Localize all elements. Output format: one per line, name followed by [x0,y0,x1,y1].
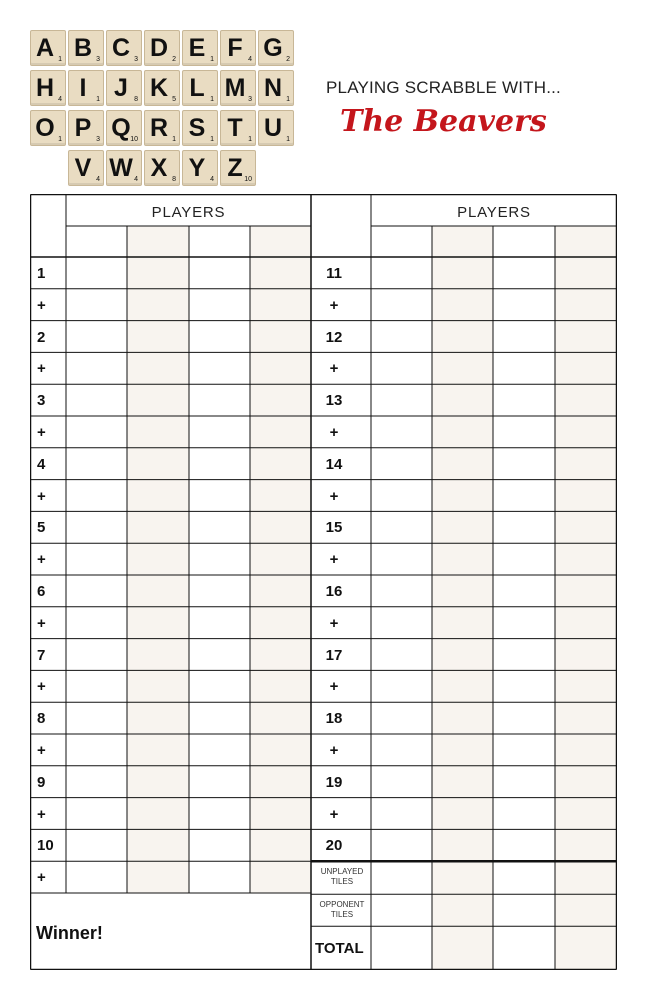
tile-points: 3 [96,56,100,63]
tile-o [30,110,66,146]
tile-p [68,110,104,146]
round-label-left: 9 [37,773,46,791]
tile-points: 2 [172,56,176,63]
round-label-left: + [37,296,46,314]
tile-s [182,110,218,146]
tile-f [220,30,256,66]
tile-letter: S [188,114,206,142]
tile-z [220,150,256,186]
tile-points: 3 [134,56,138,63]
tile-k [144,70,180,106]
total-label: TOTAL [315,940,364,957]
round-label-left: 1 [37,265,46,282]
tile-letter: F [227,34,243,62]
tile-letter: W [109,154,133,182]
tile-w [106,150,142,186]
tile-points: 1 [248,136,252,143]
tile-points: 8 [134,96,138,103]
round-label-right: + [329,551,339,569]
round-label-right: + [329,614,339,632]
round-label-left: 4 [37,455,46,473]
tile-j [106,70,142,106]
page-heading: PLAYING SCRABBLE WITH... [326,78,561,97]
tile-points: 1 [172,136,176,143]
tile-n [258,70,294,106]
tile-letter: I [79,74,87,102]
tile-letter: N [263,74,283,102]
tile-points: 1 [210,136,214,143]
tile-points: 1 [210,96,214,103]
round-label-left: + [37,551,46,569]
round-label-right: + [329,742,339,759]
tile-y [182,150,218,186]
tile-points: 8 [172,176,176,183]
round-label-right: + [329,424,339,441]
round-label-right: 13 [325,392,343,410]
tile-points: 4 [134,176,138,183]
round-label-left: 10 [37,837,54,855]
round-label-left: + [37,805,46,823]
tile-letter: M [224,74,246,102]
tile-h [30,70,66,106]
round-label-left: + [37,360,46,378]
tile-letter: Q [111,114,131,142]
tile-points: 2 [286,56,290,63]
tile-d [144,30,180,66]
tile-points: 3 [96,136,100,143]
round-label-left: 3 [37,392,46,410]
tile-letter: K [149,74,169,102]
tile-letter: E [188,34,206,62]
players-header-right: PLAYERS [457,204,531,221]
tile-points: 5 [172,96,176,103]
tile-letter: Y [188,154,206,182]
round-label-left: + [37,678,46,696]
tile-letter: C [111,34,131,62]
round-label-right: + [329,678,339,696]
tile-v [68,150,104,186]
tile-letter: L [189,74,205,102]
tile-letter: P [74,114,92,142]
round-label-left: 2 [37,328,46,346]
score-grid-lines [30,194,617,970]
tile-points: 4 [248,56,252,63]
tile-q [106,110,142,146]
round-label-right: 11 [326,265,342,282]
tile-letter: A [35,34,55,62]
round-label-left: 8 [37,710,46,728]
tile-i [68,70,104,106]
tile-points: 3 [248,96,252,103]
round-label-left: + [37,424,46,441]
round-label-left: 5 [37,519,46,537]
players-header-left: PLAYERS [151,204,226,221]
round-label-left: 7 [37,646,46,664]
tile-letter: V [74,154,92,182]
tile-a [30,30,66,66]
round-label-right: 15 [325,519,343,537]
round-label-right: + [329,487,339,505]
tile-t [220,110,256,146]
round-label-left: + [37,487,46,505]
tile-e [182,30,218,66]
score-sheet [30,194,617,970]
tile-l [182,70,218,106]
tile-letter: J [114,74,128,102]
tile-letter: Z [227,154,243,182]
tile-points: 4 [58,96,62,103]
round-label-left: 6 [37,583,46,600]
round-label-right: + [329,296,339,314]
tile-letter: B [73,34,93,62]
tile-letter: R [149,114,169,142]
round-label-right: + [329,805,339,823]
tile-letter: X [150,154,168,182]
tile-points: 1 [58,136,62,143]
unplayed-tiles-label: UNPLAYED TILES [320,867,364,886]
round-label-right: 17 [325,646,343,664]
winner-label: Winner! [36,923,103,943]
round-label-left: + [37,742,46,759]
tile-points: 10 [130,136,138,143]
tile-r [144,110,180,146]
round-label-right: + [329,360,339,378]
round-label-left: + [37,614,46,632]
tile-points: 1 [210,56,214,63]
tile-m [220,70,256,106]
round-label-left: + [37,869,46,887]
tile-letter: O [35,114,55,142]
opponent-tiles-label: OPPONENT TILES [319,900,365,919]
round-label-right: 18 [325,710,343,728]
tile-letter: H [35,74,55,102]
tile-points: 1 [286,136,290,143]
tile-points: 4 [96,176,100,183]
tile-b [68,30,104,66]
round-label-right: 12 [325,328,343,346]
tile-points: 10 [244,176,252,183]
tile-points: 4 [210,176,214,183]
tile-points: 1 [58,56,62,63]
round-label-right: 14 [325,455,343,473]
tile-u [258,110,294,146]
tile-letter: D [149,34,169,62]
tile-letter: T [227,114,243,142]
tile-x [144,150,180,186]
tile-letter: G [263,34,283,62]
tile-letter: U [263,114,283,142]
team-name: The Beavers [340,104,547,139]
tile-points: 1 [96,96,100,103]
tile-points: 1 [286,96,290,103]
round-label-right: 19 [325,773,343,791]
round-label-right: 20 [325,837,343,855]
tile-c [106,30,142,66]
round-label-right: 16 [325,583,343,600]
tile-g [258,30,294,66]
